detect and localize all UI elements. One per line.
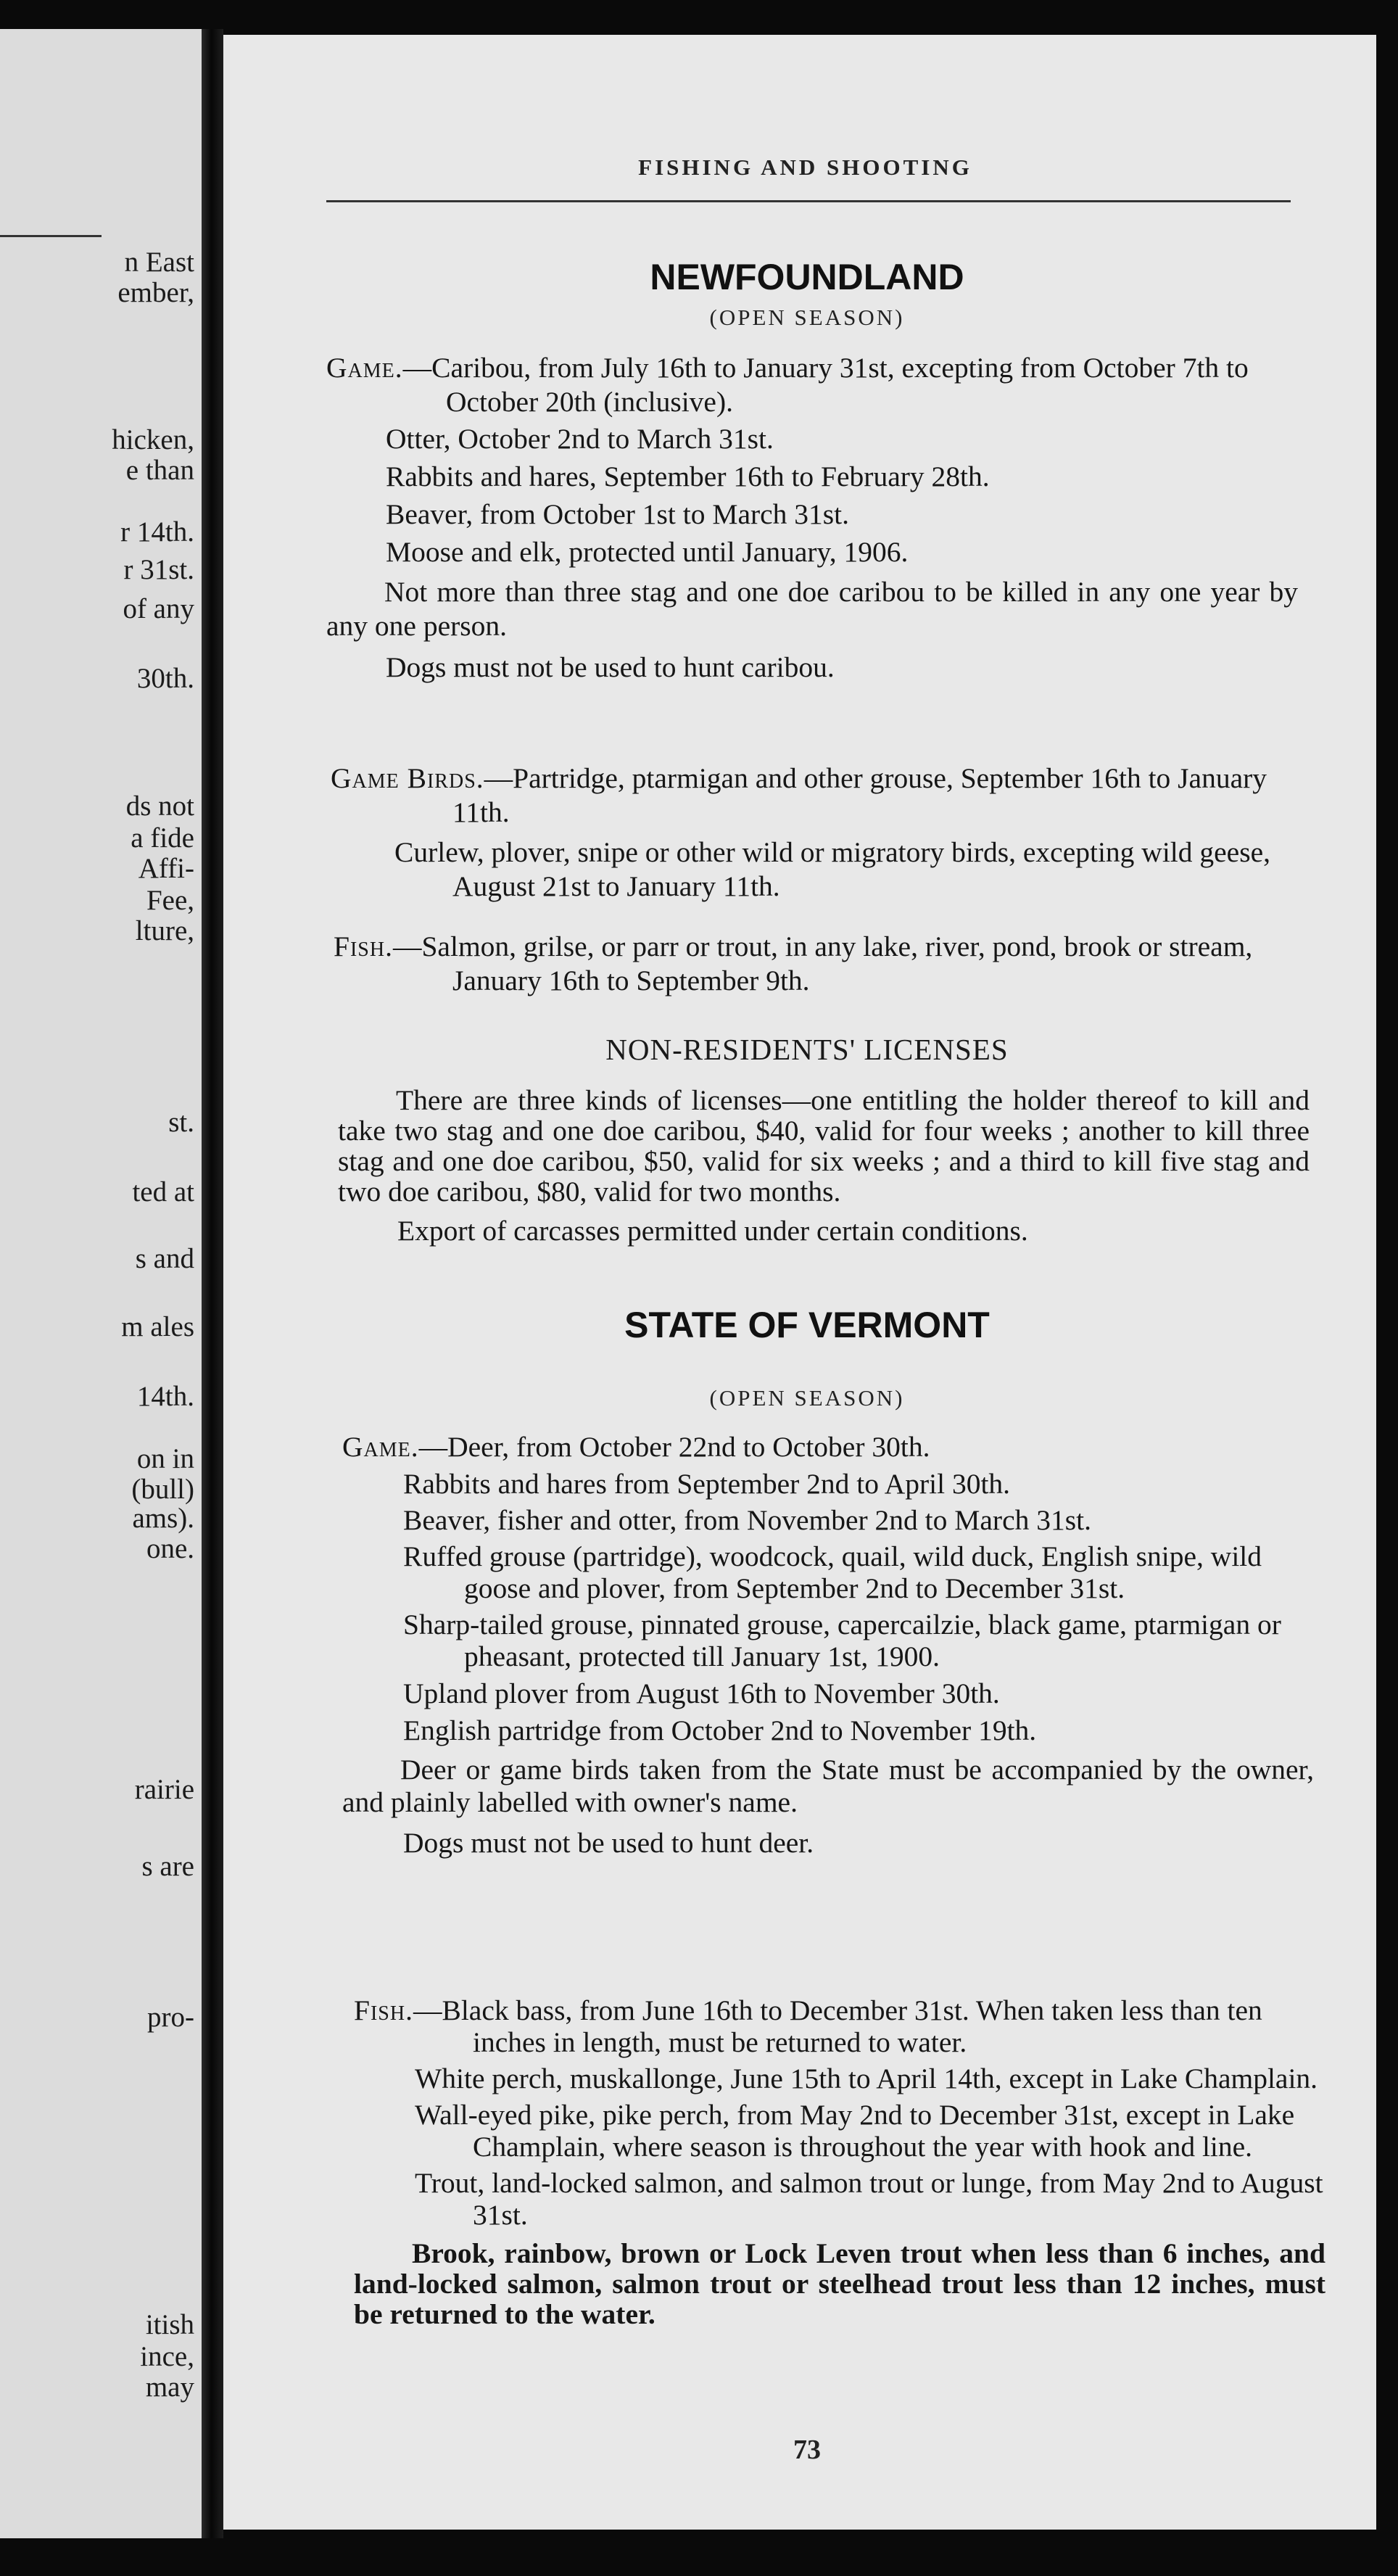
game-item: English partridge from October 2nd to November 19th. bbox=[403, 1714, 1037, 1746]
left-fragment: ds not bbox=[125, 790, 194, 822]
left-page-rule bbox=[0, 235, 102, 237]
fish-text: —Salmon, grilse, or parr or trout, in any lake, river, pond, brook or stream, January 16th to September 9th. bbox=[392, 930, 1253, 996]
left-fragment: lture, bbox=[135, 915, 194, 946]
fish-item: Trout, land-locked salmon, and salmon trout or lunge, from May 2nd to August 31st. bbox=[415, 2167, 1323, 2231]
left-fragment: s are bbox=[141, 1851, 194, 1882]
page bbox=[223, 35, 1376, 2530]
game-birds-label: Game Birds. bbox=[331, 762, 484, 794]
vermont-subtitle: (OPEN SEASON) bbox=[709, 1385, 905, 1411]
licenses-section bbox=[338, 1085, 1310, 1248]
licenses-heading: NON-RESIDENTS' LICENSES bbox=[605, 1033, 1009, 1066]
fish-item: White perch, muskallonge, June 15th to April 14th, except in Lake Champlain. bbox=[415, 2063, 1318, 2094]
left-fragment: of any bbox=[123, 593, 194, 624]
game-note: Deer or game birds taken from the State must be accompanied by the owner, and plainly labelled with owner's name. bbox=[342, 1754, 1314, 1818]
fish-note: Brook, rainbow, brown or Lock Leven trout when less than 6 inches, and land-locked salmon, salmon trout or steelhead trout less than 12 inches, must be returned to the water. bbox=[354, 2237, 1325, 2330]
game-item: Rabbits and hares, September 16th to February 28th. bbox=[386, 461, 990, 492]
export-note: Export of carcasses permitted under certain conditions. bbox=[397, 1215, 1028, 1247]
newfoundland-fish bbox=[334, 930, 1305, 998]
game-item: Otter, October 2nd to March 31st. bbox=[386, 423, 774, 455]
game-item: Sharp-tailed grouse, pinnated grouse, capercailzie, black game, ptarmigan or pheasant, protected till January 1st, 1900. bbox=[403, 1609, 1281, 1672]
left-facing-page bbox=[0, 29, 202, 2538]
left-fragment: m ales bbox=[121, 1311, 194, 1342]
left-fragment: rairie bbox=[134, 1774, 194, 1805]
newfoundland-subtitle: (OPEN SEASON) bbox=[709, 305, 905, 330]
game-label: Game. bbox=[342, 1431, 419, 1463]
vermont-title: STATE OF VERMONT bbox=[624, 1305, 990, 1345]
left-fragment: 30th. bbox=[136, 663, 194, 694]
left-fragment: n East bbox=[124, 247, 194, 278]
game-note: Dogs must not be used to hunt deer. bbox=[403, 1827, 814, 1859]
left-fragment: may bbox=[145, 2371, 194, 2403]
vermont-game bbox=[342, 1430, 1314, 1860]
licenses-text: There are three kinds of licenses—one entitling the holder thereof to kill and take two stag and one doe caribou, $40, valid for four weeks ; another to kill three stag and one doe caribou, $50, valid for six weeks ; and a third to kill five stag and two doe caribou, $80, valid for two months. bbox=[338, 1084, 1310, 1208]
left-fragment: itish bbox=[145, 2309, 194, 2340]
game-note: Not more than three stag and one doe caribou to be killed in any one year by any one person. bbox=[326, 576, 1298, 642]
left-fragment: ince, bbox=[140, 2341, 194, 2372]
vermont-fish bbox=[354, 1994, 1325, 2329]
fish-item: Wall-eyed pike, pike perch, from May 2nd to December 31st, except in Lake Champlain, where season is throughout the year with hook and line. bbox=[415, 2099, 1295, 2163]
fish-label: Fish. bbox=[334, 930, 393, 962]
newfoundland-game bbox=[326, 351, 1298, 685]
left-fragment: st. bbox=[168, 1107, 194, 1138]
left-fragment: ember, bbox=[117, 277, 194, 308]
game-item: Ruffed grouse (partridge), woodcock, quail, wild duck, English snipe, wild goose and plover, from September 2nd to December 31st. bbox=[403, 1540, 1262, 1604]
game-caribou: —Caribou, from July 16th to January 31st, excepting from October 7th to October 20th (inclusive). bbox=[402, 352, 1249, 418]
newfoundland-title: NEWFOUNDLAND bbox=[650, 257, 964, 297]
game-birds-text: —Partridge, ptarmigan and other grouse, September 16th to January 11th. bbox=[452, 762, 1267, 828]
page-number: 73 bbox=[793, 2435, 821, 2465]
left-fragment: ted at bbox=[132, 1176, 194, 1208]
fish-text: —Black bass, from June 16th to December 31st. When taken less than ten inches in length, must be returned to water. bbox=[413, 1994, 1262, 2058]
left-fragment: e than bbox=[125, 455, 194, 486]
left-fragment: hicken, bbox=[112, 424, 194, 455]
running-head-rule bbox=[326, 200, 1291, 202]
left-fragment: (bull) bbox=[131, 1474, 194, 1505]
game-item: Moose and elk, protected until January, 1906. bbox=[386, 536, 909, 568]
book-spine bbox=[202, 29, 223, 2538]
left-fragment: 14th. bbox=[136, 1381, 194, 1412]
left-fragment: pro- bbox=[147, 2002, 194, 2033]
game-deer: —Deer, from October 22nd to October 30th. bbox=[418, 1431, 930, 1463]
left-fragment: Fee, bbox=[146, 885, 194, 916]
game-label: Game. bbox=[326, 352, 403, 384]
left-fragment: Affi- bbox=[138, 853, 194, 884]
left-fragment: a fide bbox=[131, 822, 194, 854]
left-fragment: ams). bbox=[132, 1503, 194, 1534]
game-item: Beaver, from October 1st to March 31st. bbox=[386, 498, 850, 530]
left-fragment: r 14th. bbox=[120, 516, 194, 548]
game-note: Dogs must not be used to hunt caribou. bbox=[386, 651, 835, 683]
left-fragment: on in bbox=[136, 1443, 194, 1474]
game-item: Upland plover from August 16th to November 30th. bbox=[403, 1677, 1000, 1709]
game-item: Rabbits and hares from September 2nd to April 30th. bbox=[403, 1468, 1011, 1500]
left-fragment: r 31st. bbox=[123, 554, 194, 585]
running-head: FISHING AND SHOOTING bbox=[638, 154, 972, 180]
left-fragment: one. bbox=[146, 1533, 194, 1564]
fish-label: Fish. bbox=[354, 1994, 413, 2026]
left-fragment: s and bbox=[135, 1243, 194, 1274]
newfoundland-game-birds bbox=[331, 761, 1302, 904]
game-birds-text: Curlew, plover, snipe or other wild or migratory birds, excepting wild geese, August 21st to January 11th. bbox=[394, 836, 1270, 902]
game-item: Beaver, fisher and otter, from November 2nd to March 31st. bbox=[403, 1504, 1091, 1536]
